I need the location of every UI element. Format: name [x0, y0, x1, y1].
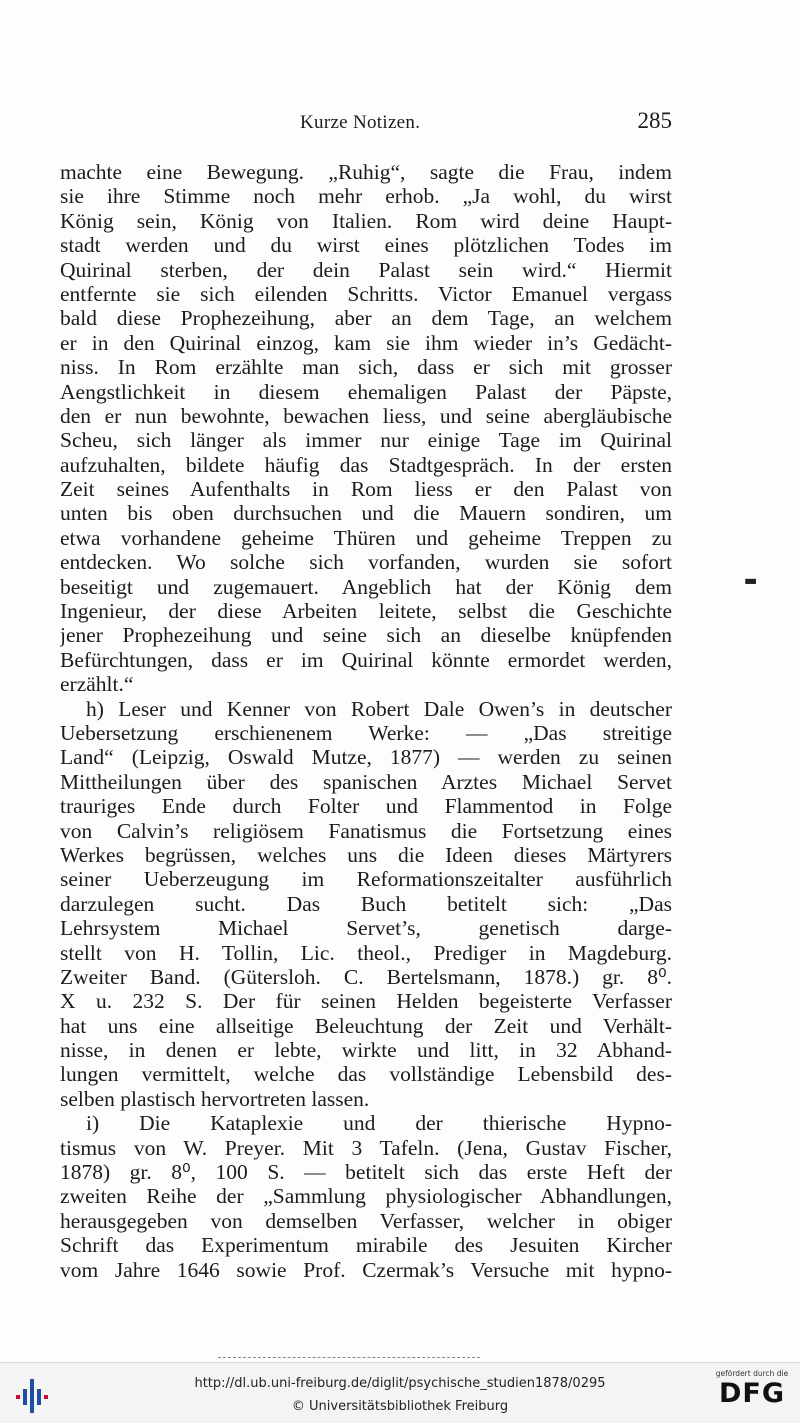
text-line: jener Prophezeihung und seine sich an dieselbe knüpfenden — [60, 623, 672, 648]
text-line: seiner Ueberzeugung im Reformationszeitalter ausführlich — [60, 867, 672, 892]
text-line: Aengstlichkeit in diesem ehemaligen Palast der Päpste, — [60, 379, 672, 404]
text-line: niss. In Rom erzählte man sich, dass er sich mit grosser — [60, 355, 672, 380]
dfg-wordmark: DFG — [718, 1378, 786, 1409]
text-line: König sein, König von Italien. Rom wird deine Haupt- — [60, 208, 672, 233]
copyright-notice: © Universitätsbibliothek Freiburg — [291, 1399, 509, 1414]
text-line: machte eine Bewegung. „Ruhig“, sagte die Frau, indem — [60, 160, 672, 184]
text-line: Uebersetzung erschienenem Werke: — „Das streitige — [60, 720, 672, 745]
text-line: Mittheilungen über des spanischen Arztes Michael Servet — [60, 769, 672, 794]
dfg-logo — [714, 1369, 790, 1419]
text-line: Land“ (Leipzig, Oswald Mutze, 1877) — werden zu seinen — [60, 745, 672, 770]
text-line: vom Jahre 1646 sowie Prof. Czermak’s Versuche mit hypno- — [60, 1257, 672, 1282]
text-line: stadt werden und du wirst eines plötzlichen Todes im — [60, 233, 672, 258]
text-line: tismus von W. Preyer. Mit 3 Tafeln. (Jena, Gustav Fischer, — [60, 1135, 672, 1160]
text-line: Quirinal sterben, der dein Palast sein wird.“ Hiermit — [60, 257, 672, 282]
margin-mark-icon: ▬ — [744, 573, 758, 589]
running-head: Kurze Notizen. — [300, 112, 421, 133]
text-line: h) Leser und Kenner von Robert Dale Owen’s in deutscher — [86, 696, 672, 721]
text-line: darzulegen sucht. Das Buch betitelt sich: „Das — [60, 891, 672, 916]
body-text — [60, 160, 672, 1282]
text-line: etwa vorhandene geheime Thüren und geheime Treppen zu — [60, 525, 672, 550]
text-line: von Calvin’s religiösem Fanatismus die Fortsetzung eines — [60, 818, 672, 843]
page-header — [60, 108, 672, 140]
page-number: 285 — [637, 108, 672, 133]
text-line: Lehrsystem Michael Servet’s, genetisch darge- — [60, 916, 672, 941]
bottom-rule — [218, 1357, 480, 1359]
text-line: Zeit seines Aufenthalts in Rom liess er den Palast von — [60, 477, 672, 502]
text-line: erzählt.“ — [60, 672, 134, 697]
text-line: herausgegeben von demselben Verfasser, welcher in obiger — [60, 1208, 672, 1233]
text-line: unten bis oben durchsuchen und die Mauern sondiren, um — [60, 501, 672, 526]
document-url-link[interactable]: http://dl.ub.uni-freiburg.de/diglit/psychische_studien1878/0295 — [194, 1376, 606, 1391]
text-line: Scheu, sich länger als immer nur einige Tage im Quirinal — [60, 428, 672, 453]
text-line: sie ihre Stimme noch mehr erhob. „Ja wohl, du wirst — [60, 184, 672, 209]
text-line: beseitigt und zugemauert. Angeblich hat der König dem — [60, 574, 672, 599]
text-line: lungen vermittelt, welche das vollständige Lebensbild des- — [60, 1062, 672, 1087]
text-line: zweiten Reihe der „Sammlung physiologischer Abhandlungen, — [60, 1184, 672, 1209]
text-line: selben plastisch hervortreten lassen. — [60, 1086, 370, 1111]
text-line: Werkes begrüssen, welches uns die Ideen dieses Märtyrers — [60, 842, 672, 867]
text-line: den er nun bewohnte, bewachen liess, und seine abergläubische — [60, 403, 672, 428]
text-line: er in den Quirinal einzog, kam sie ihm wieder in’s Gedächt- — [60, 330, 672, 355]
text-line: hat uns eine allseitige Beleuchtung der Zeit und Verhält- — [60, 1013, 672, 1038]
text-line: Befürchtungen, dass er im Quirinal könnte ermordet werden, — [60, 647, 672, 672]
text-line: i) Die Kataplexie und der thierische Hypno- — [86, 1111, 672, 1136]
text-line: bald diese Prophezeihung, aber an dem Tage, an welchem — [60, 306, 672, 331]
text-line: entdecken. Wo solche sich vorfanden, wurden sie sofort — [60, 550, 672, 575]
text-line: trauriges Ende durch Folter und Flammentod in Folge — [60, 794, 672, 819]
text-line: Ingenieur, der diese Arbeiten leitete, selbst die Geschichte — [60, 599, 672, 624]
text-line: Zweiter Band. (Gütersloh. C. Bertelsmann, 1878.) gr. 8⁰. — [60, 964, 672, 989]
text-line: aufzuhalten, bildete häufig das Stadtgespräch. In der ersten — [60, 452, 672, 477]
viewer-footer — [0, 1362, 800, 1423]
dfg-funding-note: gefördert durch die — [715, 1369, 789, 1378]
text-line: X u. 232 S. Der für seinen Helden begeisterte Verfasser — [60, 989, 672, 1014]
text-line: stellt von H. Tollin, Lic. theol., Prediger in Magdeburg. — [60, 940, 672, 965]
text-line: Schrift das Experimentum mirabile des Jesuiten Kircher — [60, 1233, 672, 1258]
text-line: entfernte sie sich eilenden Schritts. Victor Emanuel vergass — [60, 281, 672, 306]
text-line: nisse, in denen er lebte, wirkte und litt, in 32 Abhand- — [60, 1038, 672, 1063]
text-line: 1878) gr. 8⁰, 100 S. — betitelt sich das erste Heft der — [60, 1160, 672, 1185]
